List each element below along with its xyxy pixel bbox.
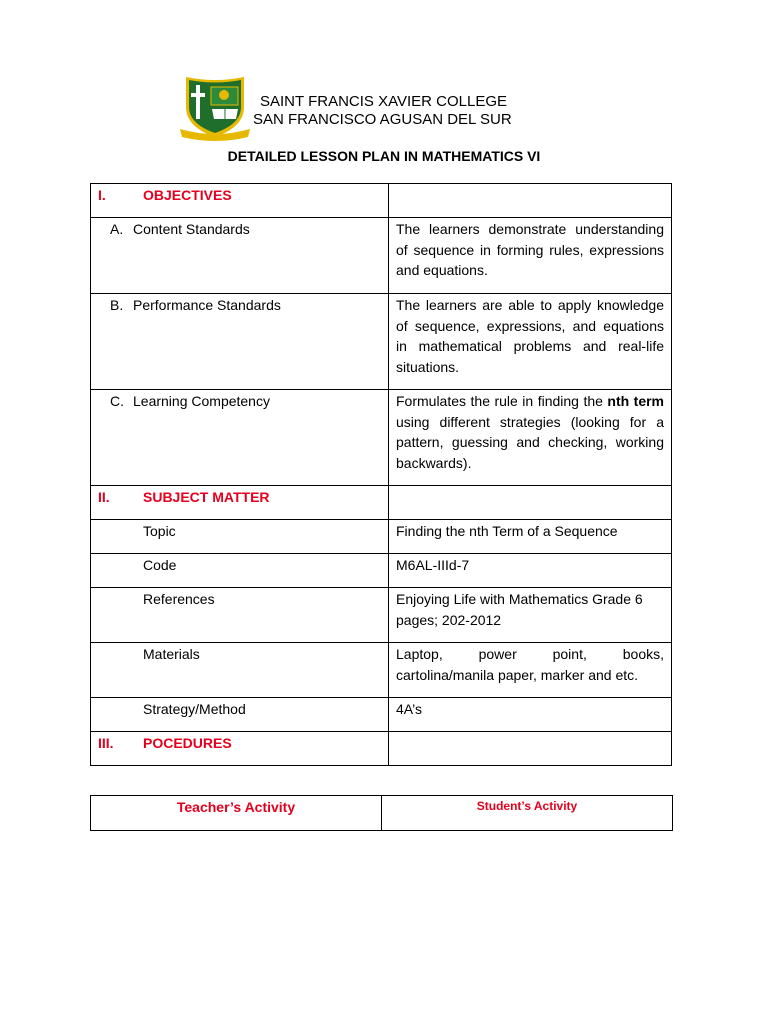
references-row <box>91 588 672 643</box>
subject-matter-heading-cell <box>91 486 389 520</box>
learning-competency-label: Learning Competency <box>133 393 270 409</box>
performance-standards-label: Performance Standards <box>133 297 281 313</box>
content-standards-label: Content Standards <box>133 221 250 237</box>
student-activity-header: Student’s Activity <box>382 796 673 831</box>
references-label: References <box>143 591 215 607</box>
item-letter: B. <box>110 297 124 313</box>
materials-row <box>91 643 672 698</box>
objectives-heading-cell <box>91 184 389 218</box>
learning-competency-row <box>91 390 672 486</box>
section-title: POCEDURES <box>143 735 232 751</box>
section-title: OBJECTIVES <box>143 187 232 203</box>
materials-value: Laptop, power point, books, cartolina/manila paper, marker and etc. <box>389 643 672 698</box>
teacher-activity-header: Teacher’s Activity <box>91 796 382 831</box>
content-standards-value: The learners demonstrate understanding of sequence in forming rules, expressions and equations. <box>389 218 672 294</box>
topic-row <box>91 520 672 554</box>
objectives-row <box>91 184 672 218</box>
activities-header-row <box>91 796 673 831</box>
topic-value: Finding the nth Term of a Sequence <box>389 520 672 554</box>
topic-label: Topic <box>143 523 176 539</box>
school-address: SAN FRANCISCO AGUSAN DEL SUR <box>253 111 512 128</box>
procedures-heading-cell <box>91 732 389 766</box>
item-letter: A. <box>110 221 124 237</box>
subject-matter-value-cell <box>389 486 672 520</box>
content-standards-row <box>91 218 672 294</box>
item-letter: C. <box>110 393 124 409</box>
objectives-value-cell <box>389 184 672 218</box>
school-crest-logo <box>178 73 252 141</box>
code-row <box>91 554 672 588</box>
procedures-value-cell <box>389 732 672 766</box>
learning-competency-value: Formulates the rule in finding the nth term using different strategies (looking for a pattern, guessing and checking, working backwards). <box>389 390 672 486</box>
strategy-row <box>91 698 672 732</box>
strategy-label: Strategy/Method <box>143 701 246 717</box>
school-name: SAINT FRANCIS XAVIER COLLEGE <box>260 93 508 110</box>
strategy-value: 4A’s <box>389 698 672 732</box>
materials-label: Materials <box>143 646 200 662</box>
lesson-plan-table <box>90 183 672 766</box>
section-number: I. <box>98 187 106 203</box>
code-value: M6AL-IIId-7 <box>389 554 672 588</box>
code-label: Code <box>143 557 177 573</box>
performance-standards-row <box>91 294 672 390</box>
nth-term-emphasis: nth term <box>607 393 665 409</box>
document-title: DETAILED LESSON PLAN IN MATHEMATICS VI <box>227 148 541 164</box>
performance-standards-value: The learners are able to apply knowledge of sequence, expressions, and equations in mathematical problems and real-life situations. <box>389 294 672 390</box>
references-value: Enjoying Life with Mathematics Grade 6 pages; 202-2012 <box>389 588 672 643</box>
section-title: SUBJECT MATTER <box>143 489 270 505</box>
section-number: III. <box>98 735 114 751</box>
procedures-row <box>91 732 672 766</box>
section-number: II. <box>98 489 110 505</box>
subject-matter-row <box>91 486 672 520</box>
activities-table <box>90 795 673 831</box>
